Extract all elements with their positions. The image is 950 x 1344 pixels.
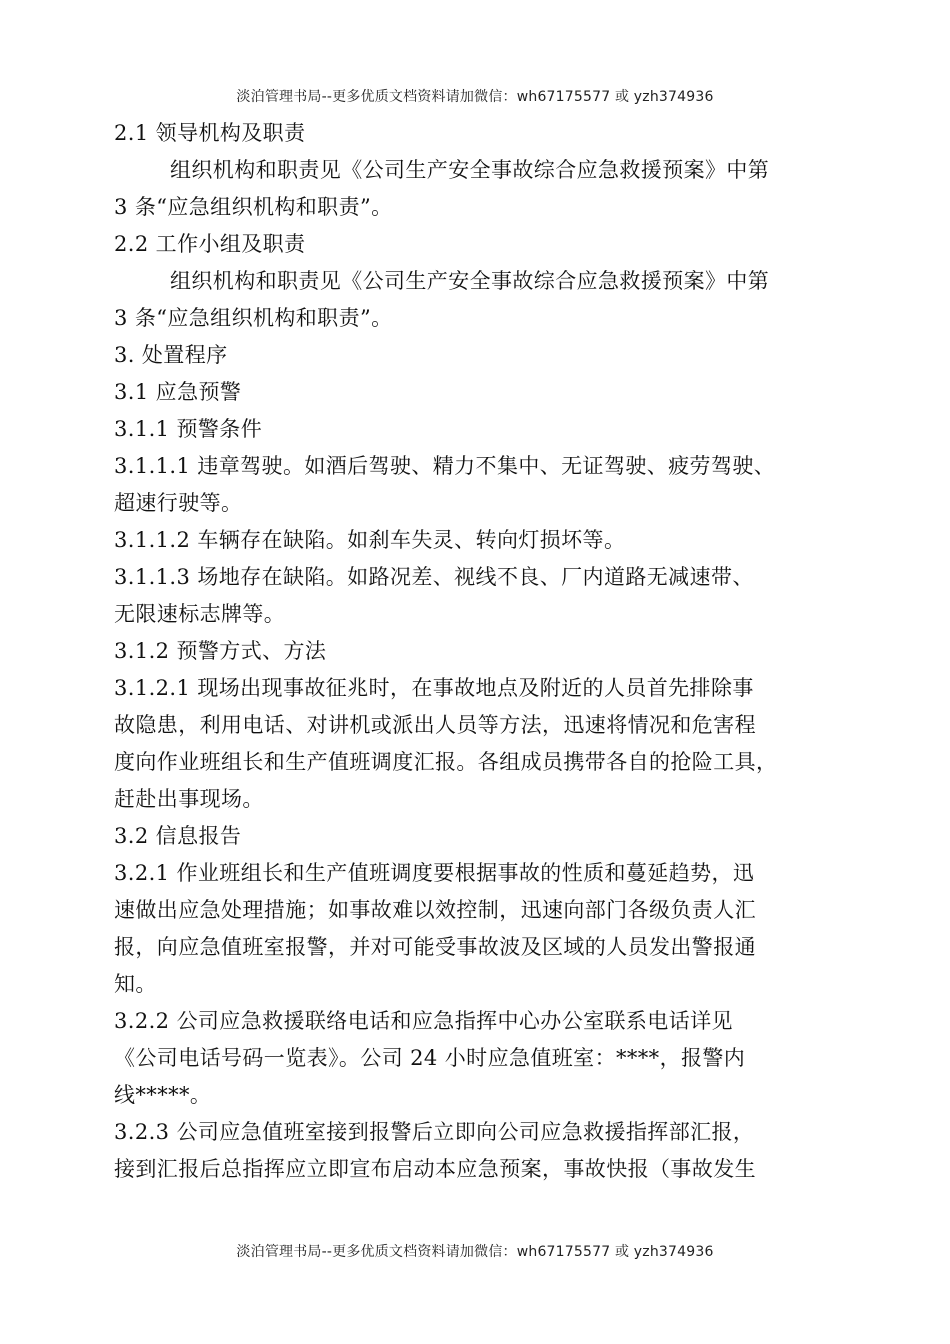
text-line: 3 条“应急组织机构和职责”。: [114, 306, 393, 330]
text-line: 3 条“应急组织机构和职责”。: [114, 195, 393, 219]
text-line: 组织机构和职责见《公司生产安全事故综合应急救援预案》中第: [170, 269, 770, 293]
document-body: [114, 115, 836, 1188]
text-line: 超速行驶等。: [114, 491, 243, 515]
text-line: 3.1.1.3 场地存在缺陷。如路况差、视线不良、厂内道路无减速带、: [114, 565, 754, 589]
text-line: 无限速标志牌等。: [114, 602, 286, 626]
text-line: 2.2 工作小组及职责: [114, 232, 306, 256]
text-line: 3.1.2.1 现场出现事故征兆时，在事故地点及附近的人员首先排除事: [114, 676, 754, 700]
text-line: 3.1.1 预警条件: [114, 417, 263, 441]
text-line: 《公司电话号码一览表》。公司 24 小时应急值班室：****，报警内: [114, 1046, 746, 1070]
text-line: 报，向应急值班室报警，并对可能受事故波及区域的人员发出警报通: [114, 935, 756, 959]
text-line: 速做出应急处理措施；如事故难以效控制，迅速向部门各级负责人汇: [114, 898, 756, 922]
text-line: 知。: [114, 972, 157, 996]
text-line: 3.1.1.2 车辆存在缺陷。如刹车失灵、转向灯损坏等。: [114, 528, 626, 552]
page-footer: 淡泊管理书局--更多优质文档资料请加微信：wh67175577 或 yzh374936: [236, 1244, 714, 1260]
text-line: 3.2.1 作业班组长和生产值班调度要根据事故的性质和蔓延趋势，迅: [114, 861, 755, 885]
text-line: 故隐患，利用电话、对讲机或派出人员等方法，迅速将情况和危害程: [114, 713, 756, 737]
text-line: 接到汇报后总指挥应立即宣布启动本应急预案，事故快报（事故发生: [114, 1157, 756, 1181]
text-line: 度向作业班组长和生产值班调度汇报。各组成员携带各自的抢险工具，: [114, 750, 778, 774]
text-line: 3.2.3 公司应急值班室接到报警后立即向公司应急救援指挥部汇报，: [114, 1120, 755, 1144]
text-line: 3.1.1.1 违章驾驶。如酒后驾驶、精力不集中、无证驾驶、疲劳驾驶、: [114, 454, 776, 478]
text-line: 2.1 领导机构及职责: [114, 121, 306, 145]
text-line: 3.2.2 公司应急救援联络电话和应急指挥中心办公室联系电话详见: [114, 1009, 733, 1033]
text-line: 线*****。: [114, 1083, 212, 1107]
text-line: 赶赴出事现场。: [114, 787, 264, 811]
text-line: 3.1 应急预警: [114, 380, 242, 404]
text-line: 组织机构和职责见《公司生产安全事故综合应急救援预案》中第: [170, 158, 770, 182]
text-line: 3.2 信息报告: [114, 824, 242, 848]
text-line: 3.1.2 预警方式、方法: [114, 639, 327, 663]
text-line: 3. 处置程序: [114, 343, 228, 367]
page-header: 淡泊管理书局--更多优质文档资料请加微信：wh67175577 或 yzh374936: [236, 89, 714, 105]
